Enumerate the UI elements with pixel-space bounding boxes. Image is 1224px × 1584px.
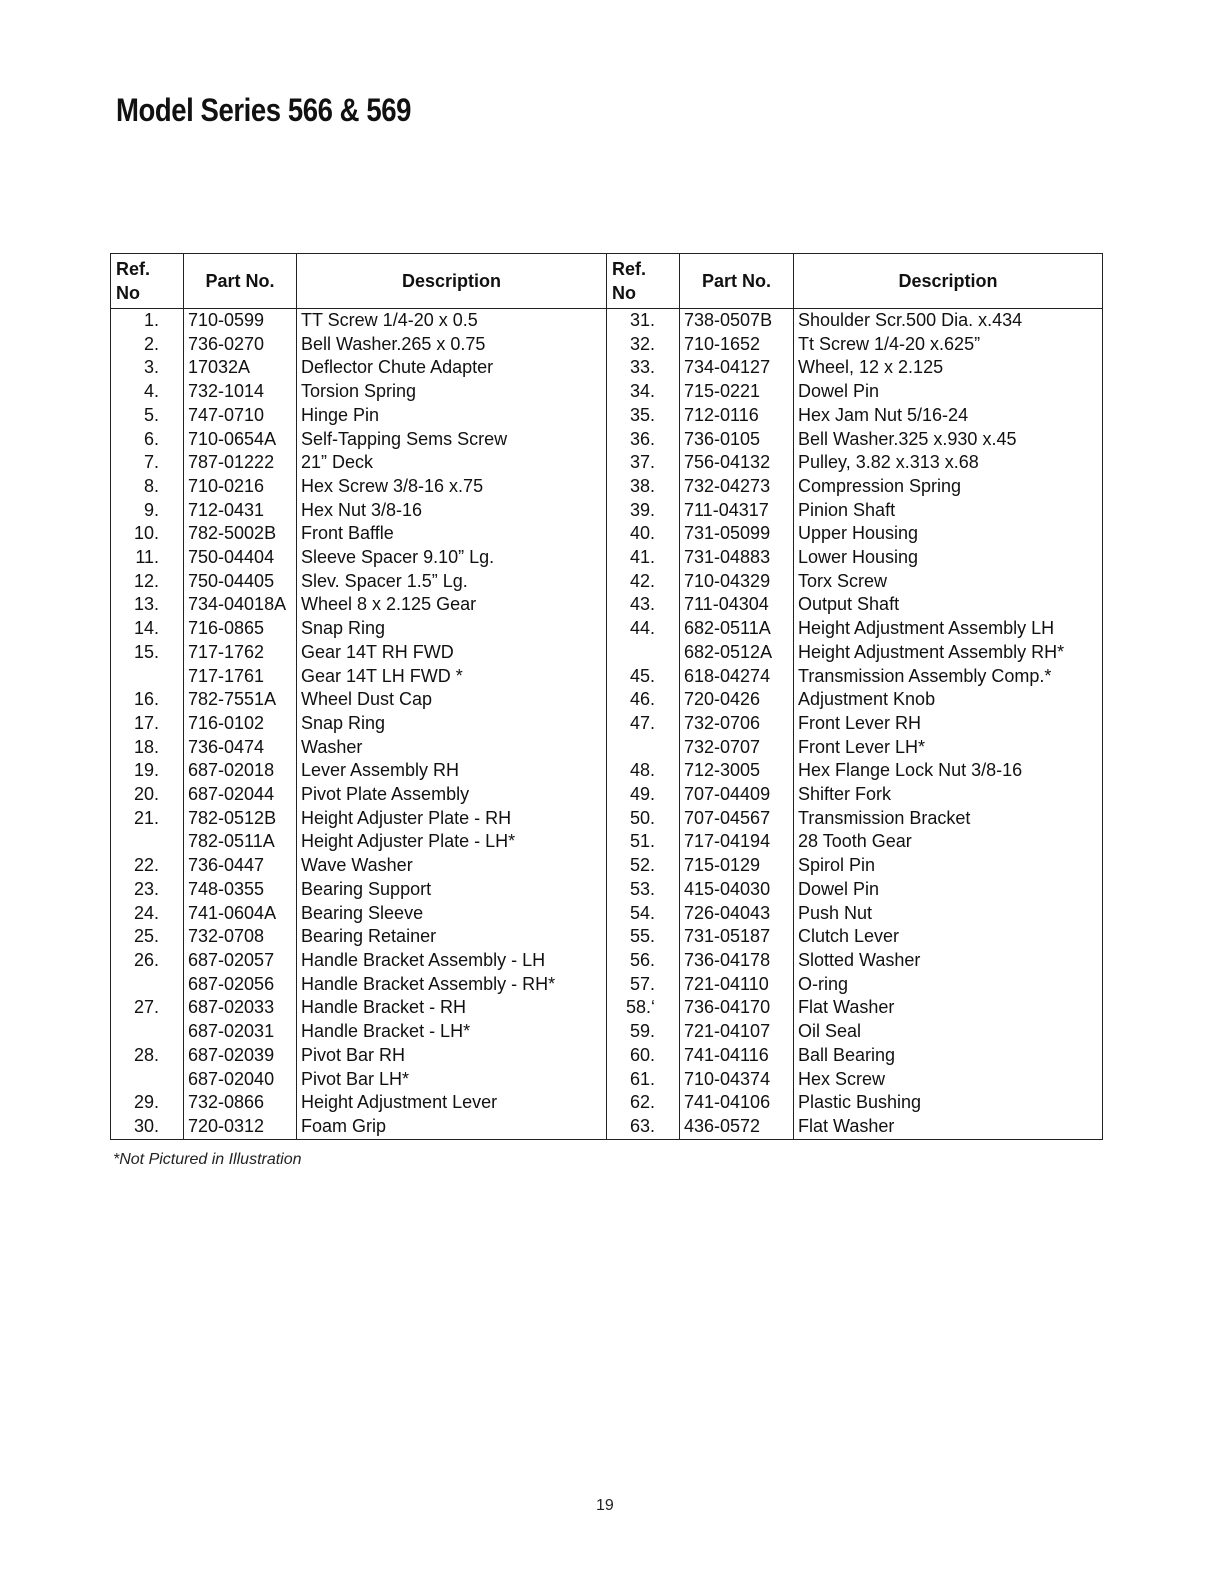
- description-cell: Slotted Washer: [794, 949, 1103, 973]
- description-cell: Torx Screw: [794, 570, 1103, 594]
- part-no-cell: 750-04405: [184, 570, 297, 594]
- table-row: [111, 546, 607, 570]
- table-row: [111, 356, 607, 380]
- table-row: [607, 333, 1103, 357]
- part-no-cell: 682-0511A: [680, 617, 794, 641]
- ref-cell: 39.: [607, 499, 680, 523]
- table-row: [111, 499, 607, 523]
- description-cell: Wheel Dust Cap: [297, 688, 607, 712]
- table-row: [111, 617, 607, 641]
- part-no-cell: 716-0102: [184, 712, 297, 736]
- parts-table-left-body: [111, 309, 607, 1140]
- table-row: [111, 665, 607, 689]
- description-cell: TT Screw 1/4-20 x 0.5: [297, 309, 607, 333]
- description-cell: Bearing Retainer: [297, 925, 607, 949]
- description-cell: Flat Washer: [794, 1115, 1103, 1139]
- part-no-cell: 741-0604A: [184, 902, 297, 926]
- part-no-cell: 720-0426: [680, 688, 794, 712]
- ref-cell: 62.: [607, 1091, 680, 1115]
- table-row: [607, 854, 1103, 878]
- table-row: [111, 475, 607, 499]
- description-cell: Handle Bracket Assembly - LH: [297, 949, 607, 973]
- ref-cell: 63.: [607, 1115, 680, 1139]
- table-row: [111, 1044, 607, 1068]
- part-no-cell: 782-0511A: [184, 830, 297, 854]
- table-row: [607, 1044, 1103, 1068]
- part-no-cell: 748-0355: [184, 878, 297, 902]
- table-row: [111, 783, 607, 807]
- ref-cell: 33.: [607, 356, 680, 380]
- description-cell: Bearing Support: [297, 878, 607, 902]
- parts-table-right-body: [607, 309, 1103, 1140]
- table-row: [607, 973, 1103, 997]
- ref-cell: 11.: [111, 546, 184, 570]
- description-cell: 28 Tooth Gear: [794, 830, 1103, 854]
- description-cell: Snap Ring: [297, 617, 607, 641]
- part-no-header: Part No.: [184, 254, 297, 309]
- ref-cell: 55.: [607, 925, 680, 949]
- table-row: [607, 1115, 1103, 1139]
- description-cell: Torsion Spring: [297, 380, 607, 404]
- table-row: [111, 688, 607, 712]
- description-cell: Shifter Fork: [794, 783, 1103, 807]
- description-cell: Slev. Spacer 1.5” Lg.: [297, 570, 607, 594]
- description-cell: Front Baffle: [297, 522, 607, 546]
- ref-cell: 27.: [111, 996, 184, 1020]
- ref-cell: 28.: [111, 1044, 184, 1068]
- ref-cell: 23.: [111, 878, 184, 902]
- ref-cell: 31.: [607, 309, 680, 333]
- description-cell: Ball Bearing: [794, 1044, 1103, 1068]
- part-no-cell: 736-0447: [184, 854, 297, 878]
- description-cell: Hex Jam Nut 5/16-24: [794, 404, 1103, 428]
- table-row: [111, 333, 607, 357]
- table-row: [607, 404, 1103, 428]
- table-row: [111, 428, 607, 452]
- table-row: [607, 902, 1103, 926]
- description-cell: Snap Ring: [297, 712, 607, 736]
- ref-cell: 9.: [111, 499, 184, 523]
- description-header: Description: [297, 254, 607, 309]
- description-cell: O-ring: [794, 973, 1103, 997]
- part-no-cell: 731-05187: [680, 925, 794, 949]
- ref-cell: 40.: [607, 522, 680, 546]
- ref-cell: 60.: [607, 1044, 680, 1068]
- table-row: [607, 570, 1103, 594]
- table-row: [111, 1020, 607, 1044]
- description-cell: Dowel Pin: [794, 878, 1103, 902]
- ref-cell: 51.: [607, 830, 680, 854]
- description-cell: Bearing Sleeve: [297, 902, 607, 926]
- part-no-cell: 687-02057: [184, 949, 297, 973]
- description-cell: Handle Bracket - LH*: [297, 1020, 607, 1044]
- part-no-cell: 712-3005: [680, 759, 794, 783]
- description-cell: Compression Spring: [794, 475, 1103, 499]
- description-cell: Gear 14T LH FWD *: [297, 665, 607, 689]
- table-row: [607, 736, 1103, 760]
- ref-cell: [111, 665, 184, 689]
- table-row: [111, 309, 607, 333]
- ref-cell: 8.: [111, 475, 184, 499]
- description-cell: Lower Housing: [794, 546, 1103, 570]
- table-row: [111, 380, 607, 404]
- table-row: [607, 380, 1103, 404]
- part-no-cell: 710-0216: [184, 475, 297, 499]
- ref-cell: 2.: [111, 333, 184, 357]
- description-cell: Handle Bracket Assembly - RH*: [297, 973, 607, 997]
- description-cell: Bell Washer.265 x 0.75: [297, 333, 607, 357]
- part-no-cell: 732-04273: [680, 475, 794, 499]
- table-row: [111, 1091, 607, 1115]
- part-no-cell: 732-0708: [184, 925, 297, 949]
- part-no-cell: 736-04178: [680, 949, 794, 973]
- part-no-cell: 687-02033: [184, 996, 297, 1020]
- part-no-cell: 687-02040: [184, 1068, 297, 1092]
- ref-cell: 19.: [111, 759, 184, 783]
- part-no-cell: 687-02056: [184, 973, 297, 997]
- table-row: [607, 1091, 1103, 1115]
- description-cell: Pivot Bar RH: [297, 1044, 607, 1068]
- table-row: [111, 1068, 607, 1092]
- ref-cell: 57.: [607, 973, 680, 997]
- description-cell: Transmission Assembly Comp.*: [794, 665, 1103, 689]
- table-row: [111, 570, 607, 594]
- description-cell: Hex Screw: [794, 1068, 1103, 1092]
- ref-cell: 15.: [111, 641, 184, 665]
- part-no-cell: 721-04107: [680, 1020, 794, 1044]
- table-row: [607, 807, 1103, 831]
- ref-cell: 35.: [607, 404, 680, 428]
- ref-cell: 43.: [607, 593, 680, 617]
- part-no-cell: 782-7551A: [184, 688, 297, 712]
- part-no-cell: 736-0474: [184, 736, 297, 760]
- description-cell: Hinge Pin: [297, 404, 607, 428]
- part-no-cell: 710-1652: [680, 333, 794, 357]
- table-row: [607, 830, 1103, 854]
- description-cell: Flat Washer: [794, 996, 1103, 1020]
- table-row: [607, 522, 1103, 546]
- description-cell: Spirol Pin: [794, 854, 1103, 878]
- part-no-cell: 710-04329: [680, 570, 794, 594]
- ref-cell: 7.: [111, 451, 184, 475]
- table-row: [111, 641, 607, 665]
- table-row: [111, 878, 607, 902]
- table-row: [111, 593, 607, 617]
- table-row: [607, 641, 1103, 665]
- part-no-cell: 732-0707: [680, 736, 794, 760]
- table-row: [111, 451, 607, 475]
- description-cell: Oil Seal: [794, 1020, 1103, 1044]
- part-no-cell: 682-0512A: [680, 641, 794, 665]
- part-no-cell: 687-02031: [184, 1020, 297, 1044]
- ref-cell: 50.: [607, 807, 680, 831]
- description-cell: Transmission Bracket: [794, 807, 1103, 831]
- ref-cell: 22.: [111, 854, 184, 878]
- ref-cell: 34.: [607, 380, 680, 404]
- description-cell: Height Adjuster Plate - LH*: [297, 830, 607, 854]
- ref-cell: 14.: [111, 617, 184, 641]
- ref-cell: 58.‘: [607, 996, 680, 1020]
- ref-cell: [111, 1068, 184, 1092]
- description-cell: Lever Assembly RH: [297, 759, 607, 783]
- ref-cell: 6.: [111, 428, 184, 452]
- part-no-cell: 717-04194: [680, 830, 794, 854]
- header-row: [607, 254, 1103, 309]
- description-cell: Height Adjuster Plate - RH: [297, 807, 607, 831]
- ref-cell: 26.: [111, 949, 184, 973]
- ref-cell: 38.: [607, 475, 680, 499]
- part-no-cell: 415-04030: [680, 878, 794, 902]
- ref-cell: 4.: [111, 380, 184, 404]
- part-no-cell: 726-04043: [680, 902, 794, 926]
- part-no-cell: 747-0710: [184, 404, 297, 428]
- part-no-cell: 741-04116: [680, 1044, 794, 1068]
- part-no-cell: 711-04304: [680, 593, 794, 617]
- ref-cell: 1.: [111, 309, 184, 333]
- ref-cell: 12.: [111, 570, 184, 594]
- description-cell: Tt Screw 1/4-20 x.625”: [794, 333, 1103, 357]
- description-cell: Foam Grip: [297, 1115, 607, 1139]
- description-cell: Pulley, 3.82 x.313 x.68: [794, 451, 1103, 475]
- page-title: Model Series 566 & 569: [116, 92, 411, 128]
- ref-cell: 49.: [607, 783, 680, 807]
- part-no-cell: 687-02039: [184, 1044, 297, 1068]
- ref-cell: 56.: [607, 949, 680, 973]
- description-cell: Self-Tapping Sems Screw: [297, 428, 607, 452]
- part-no-cell: 687-02044: [184, 783, 297, 807]
- description-cell: 21” Deck: [297, 451, 607, 475]
- ref-cell: [607, 736, 680, 760]
- table-row: [111, 807, 607, 831]
- ref-cell: [111, 1020, 184, 1044]
- table-row: [111, 949, 607, 973]
- part-no-cell: 711-04317: [680, 499, 794, 523]
- description-cell: Height Adjustment Lever: [297, 1091, 607, 1115]
- table-row: [607, 546, 1103, 570]
- description-cell: Wheel 8 x 2.125 Gear: [297, 593, 607, 617]
- table-row: [607, 925, 1103, 949]
- ref-cell: 29.: [111, 1091, 184, 1115]
- table-row: [111, 404, 607, 428]
- ref-no-header: Ref. No: [607, 254, 680, 309]
- ref-cell: 52.: [607, 854, 680, 878]
- table-row: [111, 973, 607, 997]
- table-row: [607, 1068, 1103, 1092]
- table-row: [607, 428, 1103, 452]
- description-cell: Gear 14T RH FWD: [297, 641, 607, 665]
- ref-cell: 36.: [607, 428, 680, 452]
- ref-cell: 53.: [607, 878, 680, 902]
- part-no-cell: 741-04106: [680, 1091, 794, 1115]
- part-no-cell: 715-0129: [680, 854, 794, 878]
- header-row: [111, 254, 607, 309]
- ref-cell: 13.: [111, 593, 184, 617]
- part-no-cell: 750-04404: [184, 546, 297, 570]
- description-cell: Bell Washer.325 x.930 x.45: [794, 428, 1103, 452]
- description-header: Description: [794, 254, 1103, 309]
- part-no-cell: 17032A: [184, 356, 297, 380]
- table-row: [607, 949, 1103, 973]
- table-row: [607, 593, 1103, 617]
- ref-no-header: Ref. No: [111, 254, 184, 309]
- part-no-cell: 710-04374: [680, 1068, 794, 1092]
- part-no-cell: 736-0270: [184, 333, 297, 357]
- table-row: [111, 902, 607, 926]
- ref-cell: [607, 641, 680, 665]
- description-cell: Dowel Pin: [794, 380, 1103, 404]
- description-cell: Sleeve Spacer 9.10” Lg.: [297, 546, 607, 570]
- footnote: *Not Pictured in Illustration: [113, 1151, 302, 1168]
- part-no-cell: 736-04170: [680, 996, 794, 1020]
- ref-cell: 42.: [607, 570, 680, 594]
- description-cell: Hex Screw 3/8-16 x.75: [297, 475, 607, 499]
- part-no-cell: 787-01222: [184, 451, 297, 475]
- table-row: [607, 688, 1103, 712]
- ref-cell: 54.: [607, 902, 680, 926]
- description-cell: Washer: [297, 736, 607, 760]
- part-no-cell: 756-04132: [680, 451, 794, 475]
- table-row: [607, 617, 1103, 641]
- description-cell: Wave Washer: [297, 854, 607, 878]
- ref-cell: 16.: [111, 688, 184, 712]
- table-row: [111, 854, 607, 878]
- ref-cell: 20.: [111, 783, 184, 807]
- description-cell: Push Nut: [794, 902, 1103, 926]
- part-no-cell: 710-0654A: [184, 428, 297, 452]
- table-row: [607, 783, 1103, 807]
- table-row: [111, 736, 607, 760]
- part-no-cell: 782-0512B: [184, 807, 297, 831]
- part-no-cell: 717-1761: [184, 665, 297, 689]
- parts-table-right: [606, 253, 1103, 1140]
- table-row: [607, 451, 1103, 475]
- part-no-cell: 712-0431: [184, 499, 297, 523]
- table-row: [111, 925, 607, 949]
- page-number: 19: [596, 1497, 614, 1514]
- ref-cell: 17.: [111, 712, 184, 736]
- table-row: [607, 475, 1103, 499]
- part-no-cell: 738-0507B: [680, 309, 794, 333]
- description-cell: Plastic Bushing: [794, 1091, 1103, 1115]
- ref-cell: 61.: [607, 1068, 680, 1092]
- ref-cell: 48.: [607, 759, 680, 783]
- part-no-cell: 707-04567: [680, 807, 794, 831]
- ref-cell: 18.: [111, 736, 184, 760]
- part-no-header: Part No.: [680, 254, 794, 309]
- part-no-cell: 710-0599: [184, 309, 297, 333]
- part-no-cell: 721-04110: [680, 973, 794, 997]
- ref-cell: [111, 973, 184, 997]
- ref-cell: 45.: [607, 665, 680, 689]
- part-no-cell: 732-0866: [184, 1091, 297, 1115]
- part-no-cell: 707-04409: [680, 783, 794, 807]
- ref-cell: 5.: [111, 404, 184, 428]
- description-cell: Height Adjustment Assembly RH*: [794, 641, 1103, 665]
- ref-cell: 10.: [111, 522, 184, 546]
- description-cell: Pivot Plate Assembly: [297, 783, 607, 807]
- part-no-cell: 720-0312: [184, 1115, 297, 1139]
- ref-cell: [111, 830, 184, 854]
- ref-cell: 41.: [607, 546, 680, 570]
- part-no-cell: 731-04883: [680, 546, 794, 570]
- part-no-cell: 712-0116: [680, 404, 794, 428]
- part-no-cell: 717-1762: [184, 641, 297, 665]
- ref-cell: 25.: [111, 925, 184, 949]
- part-no-cell: 734-04018A: [184, 593, 297, 617]
- table-row: [111, 712, 607, 736]
- part-no-cell: 618-04274: [680, 665, 794, 689]
- ref-cell: 21.: [111, 807, 184, 831]
- part-no-cell: 436-0572: [680, 1115, 794, 1139]
- description-cell: Upper Housing: [794, 522, 1103, 546]
- part-no-cell: 782-5002B: [184, 522, 297, 546]
- table-row: [607, 712, 1103, 736]
- table-row: [607, 499, 1103, 523]
- part-no-cell: 734-04127: [680, 356, 794, 380]
- table-row: [111, 830, 607, 854]
- description-cell: Front Lever RH: [794, 712, 1103, 736]
- table-row: [111, 759, 607, 783]
- description-cell: Deflector Chute Adapter: [297, 356, 607, 380]
- part-no-cell: 732-1014: [184, 380, 297, 404]
- description-cell: Height Adjustment Assembly LH: [794, 617, 1103, 641]
- table-row: [607, 759, 1103, 783]
- part-no-cell: 732-0706: [680, 712, 794, 736]
- description-cell: Wheel, 12 x 2.125: [794, 356, 1103, 380]
- ref-cell: 30.: [111, 1115, 184, 1139]
- ref-cell: 46.: [607, 688, 680, 712]
- ref-cell: 3.: [111, 356, 184, 380]
- ref-cell: 47.: [607, 712, 680, 736]
- ref-cell: 24.: [111, 902, 184, 926]
- table-row: [111, 1115, 607, 1139]
- table-row: [607, 665, 1103, 689]
- parts-table-left: [110, 253, 607, 1140]
- part-no-cell: 731-05099: [680, 522, 794, 546]
- table-row: [607, 309, 1103, 333]
- description-cell: Pivot Bar LH*: [297, 1068, 607, 1092]
- description-cell: Pinion Shaft: [794, 499, 1103, 523]
- description-cell: Handle Bracket - RH: [297, 996, 607, 1020]
- ref-cell: 37.: [607, 451, 680, 475]
- ref-cell: 44.: [607, 617, 680, 641]
- description-cell: Hex Nut 3/8-16: [297, 499, 607, 523]
- ref-cell: 32.: [607, 333, 680, 357]
- description-cell: Output Shaft: [794, 593, 1103, 617]
- table-row: [111, 522, 607, 546]
- part-no-cell: 687-02018: [184, 759, 297, 783]
- part-no-cell: 715-0221: [680, 380, 794, 404]
- description-cell: Shoulder Scr.500 Dia. x.434: [794, 309, 1103, 333]
- table-row: [607, 1020, 1103, 1044]
- description-cell: Hex Flange Lock Nut 3/8-16: [794, 759, 1103, 783]
- ref-cell: 59.: [607, 1020, 680, 1044]
- table-row: [607, 356, 1103, 380]
- table-row: [607, 996, 1103, 1020]
- description-cell: Adjustment Knob: [794, 688, 1103, 712]
- table-row: [111, 996, 607, 1020]
- description-cell: Front Lever LH*: [794, 736, 1103, 760]
- description-cell: Clutch Lever: [794, 925, 1103, 949]
- part-no-cell: 716-0865: [184, 617, 297, 641]
- table-row: [607, 878, 1103, 902]
- part-no-cell: 736-0105: [680, 428, 794, 452]
